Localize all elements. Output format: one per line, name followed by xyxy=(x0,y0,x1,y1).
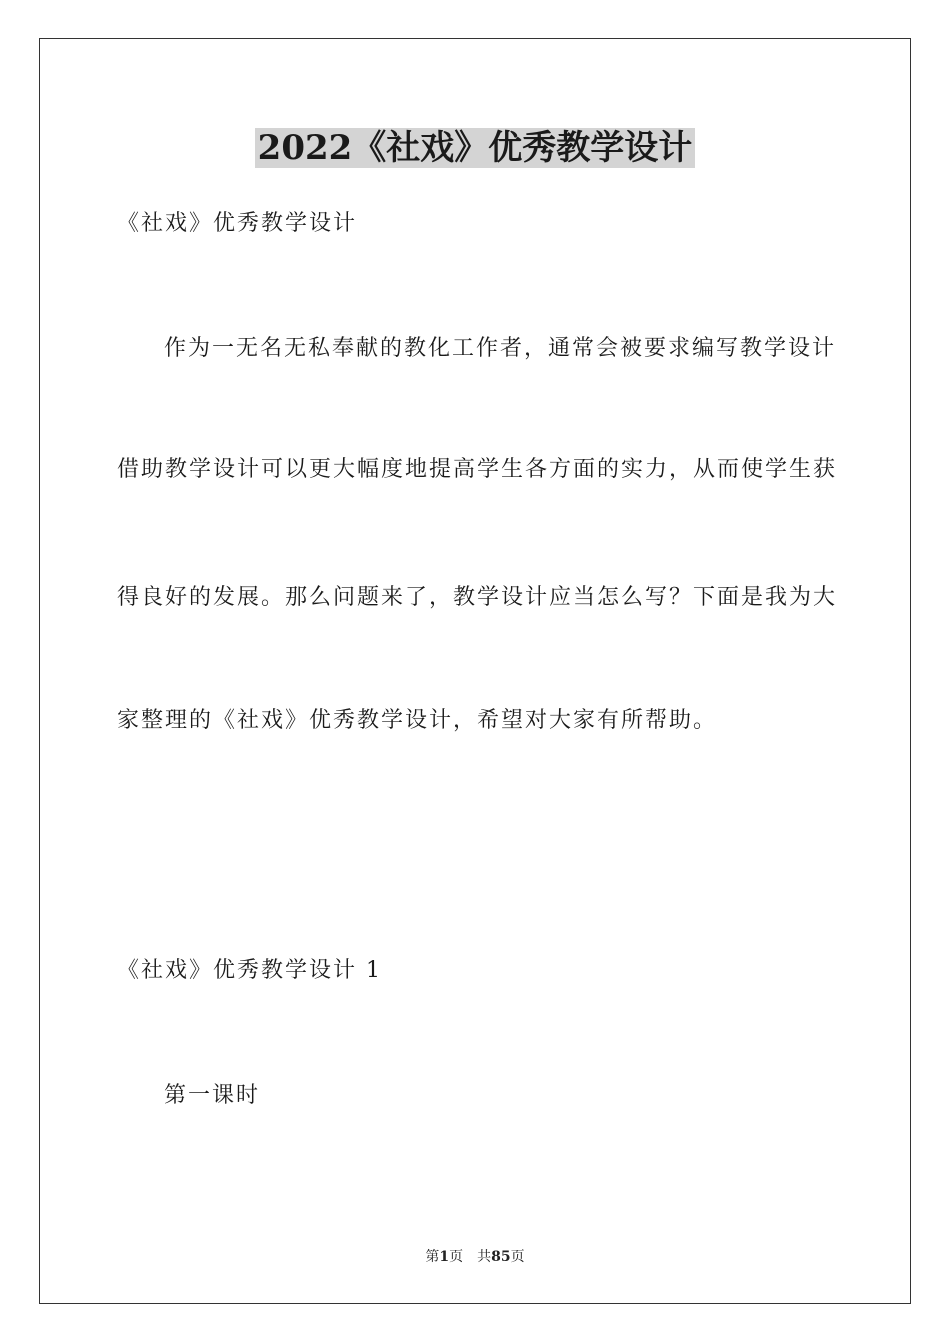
footer-total-suffix: 页 xyxy=(510,1249,525,1265)
footer-page-suffix: 页 xyxy=(449,1249,464,1265)
document-title-text: 2022《社戏》优秀教学设计 xyxy=(255,128,696,168)
page-footer xyxy=(0,1247,950,1267)
footer-total-pages: 85 xyxy=(491,1249,511,1265)
paragraph-line-1: 作为一无名无私奉献的教化工作者，通常会被要求编写教学设计 xyxy=(164,336,837,361)
paragraph-line-4: 家整理的《社戏》优秀教学设计，希望对大家有所帮助。 xyxy=(117,708,718,733)
paragraph-line-2: 借助教学设计可以更大幅度地提高学生各方面的实力，从而使学生获 xyxy=(117,457,838,482)
footer-total-prefix: 共 xyxy=(477,1249,492,1265)
footer-page-prefix: 第 xyxy=(425,1249,440,1265)
document-subtitle: 《社戏》优秀教学设计 xyxy=(117,211,358,236)
paragraph-line-3: 得良好的发展。那么问题来了，教学设计应当怎么写？下面是我为大 xyxy=(117,585,838,610)
footer-page-number: 1 xyxy=(439,1249,450,1265)
document-title xyxy=(0,124,950,172)
section-heading: 《社戏》优秀教学设计 1 xyxy=(117,958,382,983)
lesson-heading: 第一课时 xyxy=(164,1083,261,1108)
